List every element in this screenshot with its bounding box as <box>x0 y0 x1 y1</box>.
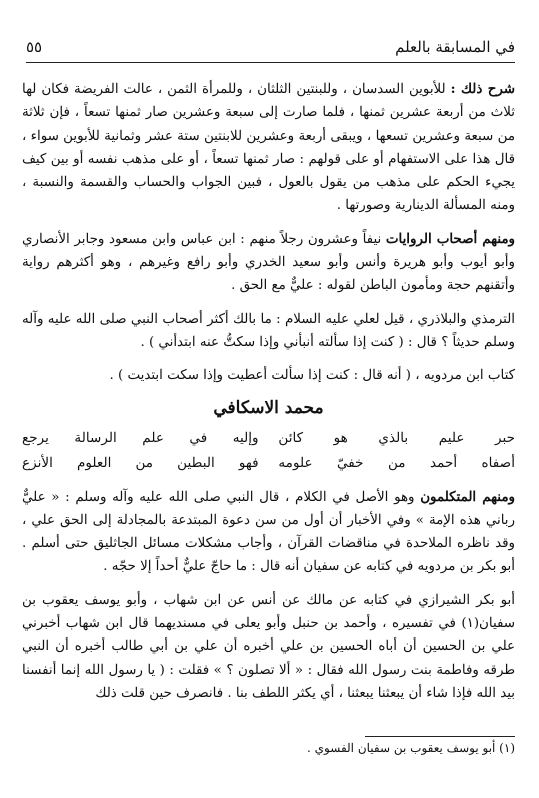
paragraph-theologians <box>22 486 515 579</box>
paragraph-mardawayh <box>22 364 515 387</box>
paragraph-text: وهو الأصل في الكلام ، قال النبي صلى الله عليه وآله وسلم : « عليٌّ رباني هذه الإمة » وفي الأخبار أن أول من سن دعوة المبتدعة بالمجادلة إلى الحق علي ، وقد ناظره الملاحدة في مناقضات القرآن ، وأجاب مشكلات مسائل الجاثليق حتى أسلم . أبو بكر بن مردويه في كتابه عن سفيان أنه قال : ما حاجّ عليٌّ أحداً إلا حجّه . <box>22 489 515 575</box>
paragraph-text: للأبوين السدسان ، وللبنتين الثلثان ، وللمرأة الثمن ، عالت الفريضة فكان لها ثلاث من أربعة عشرين ثمنها ، فلما صارت إلى سبعة وعشرين صار ثمنها تسعاً ، فإن ثلاثة من سبعة وعشرين تسعها ، ويبقى أربعة وعشرين للابنتين ستة عشر وثمانية للأبوين سواء ، قال هذا على الاستفهام أو على قولهم : صار ثمنها تسعاً ، أو على مذهب نفسه أو بين كيف يجيء الحكم على مذهب من يقول بالعول ، فبين الجواب والحساب والقسمة والنسبة ، ومنه المسألة الدينارية وصورتها . <box>22 82 515 214</box>
paragraph-lead: ومنهم أصحاب الروايات <box>385 230 516 247</box>
verse-second-hemistich: وإليه في علم الرسالة يرجع <box>22 429 259 446</box>
paragraph-lead: شرح ذلك : <box>450 81 515 97</box>
verse-row <box>22 451 515 476</box>
paragraph-text: أبو بكر الشيرازي في كتابه عن مالك عن أنس عن ابن شهاب ، وأبو يوسف يعقوب بن سفيان(١) في تفسيره ، وأحمد بن حنبل وأبو يعلى في مسنديهما قال ابن شهاب أخبرني علي بن الحسين أن أباه الحسين بن علي أخبره أن علي بن أبي طالب أخبره أن النبي طرقه وفاطمة بنت رسول الله فقال : « ألا تصلون ؟ » فقلت : ( يا رسول الله إنما أنفسنا بيد الله فإذا شاء أن يبعثنا يبعثنا ، أي يكثر اللطف بنا . فانصرف حين قلت ذلك <box>22 592 515 701</box>
paragraph-text: نيفاً وعشرون رجلاً منهم : ابن عباس وابن مسعود وجابر الأنصاري وأبو أيوب وأبو هريرة وأنس وأبو سعيد الخدري وأبو رافع وغيرهم ، وهو أكثرهم رواية وأتقنهم حجة ومأمون الباطن لقوله : عليٌّ مع الحق . <box>22 231 515 294</box>
paragraph-shirazi <box>22 589 515 705</box>
paragraph-text: الترمذي والبلاذري ، قيل لعلي عليه السلام : ما بالك أكثر أصحاب النبي صلى الله عليه وآله وسلم حديثاً ؟ قال : ( كنت إذا سألته أنبأني وإذا سكتُّ عنه ابتدأني ) . <box>22 311 515 350</box>
paragraph-explanation <box>22 78 515 218</box>
running-header <box>26 36 515 63</box>
poem-verses <box>22 426 515 476</box>
poet-heading: محمد الاسكافي <box>213 397 324 418</box>
paragraph-tirmidhi <box>22 308 515 355</box>
paragraph-text: كتاب ابن مردويه ، ( أنه قال : كنت إذا سألت أعطيت وإذا سكت ابتديت ) . <box>109 368 515 384</box>
paragraph-narrators <box>22 228 515 298</box>
footnote: (١) أبو يوسف يعقوب بن سفيان الفسوي . <box>307 741 515 755</box>
verse-first-hemistich: حبر عليم بالذي هو كائن <box>278 429 515 446</box>
paragraph-lead: ومنهم المتكلمون <box>420 488 515 505</box>
page-number: ٥٥ <box>26 38 43 56</box>
verse-first-hemistich: أصفاه أحمد من خفيّ علومه <box>278 454 515 471</box>
page-body <box>22 78 515 715</box>
footnote-separator <box>365 736 515 737</box>
verse-second-hemistich: فهو البطين من العلوم الأنزع <box>22 454 259 471</box>
verse-row <box>22 426 515 451</box>
running-title: في المسابقة بالعلم <box>395 38 515 56</box>
